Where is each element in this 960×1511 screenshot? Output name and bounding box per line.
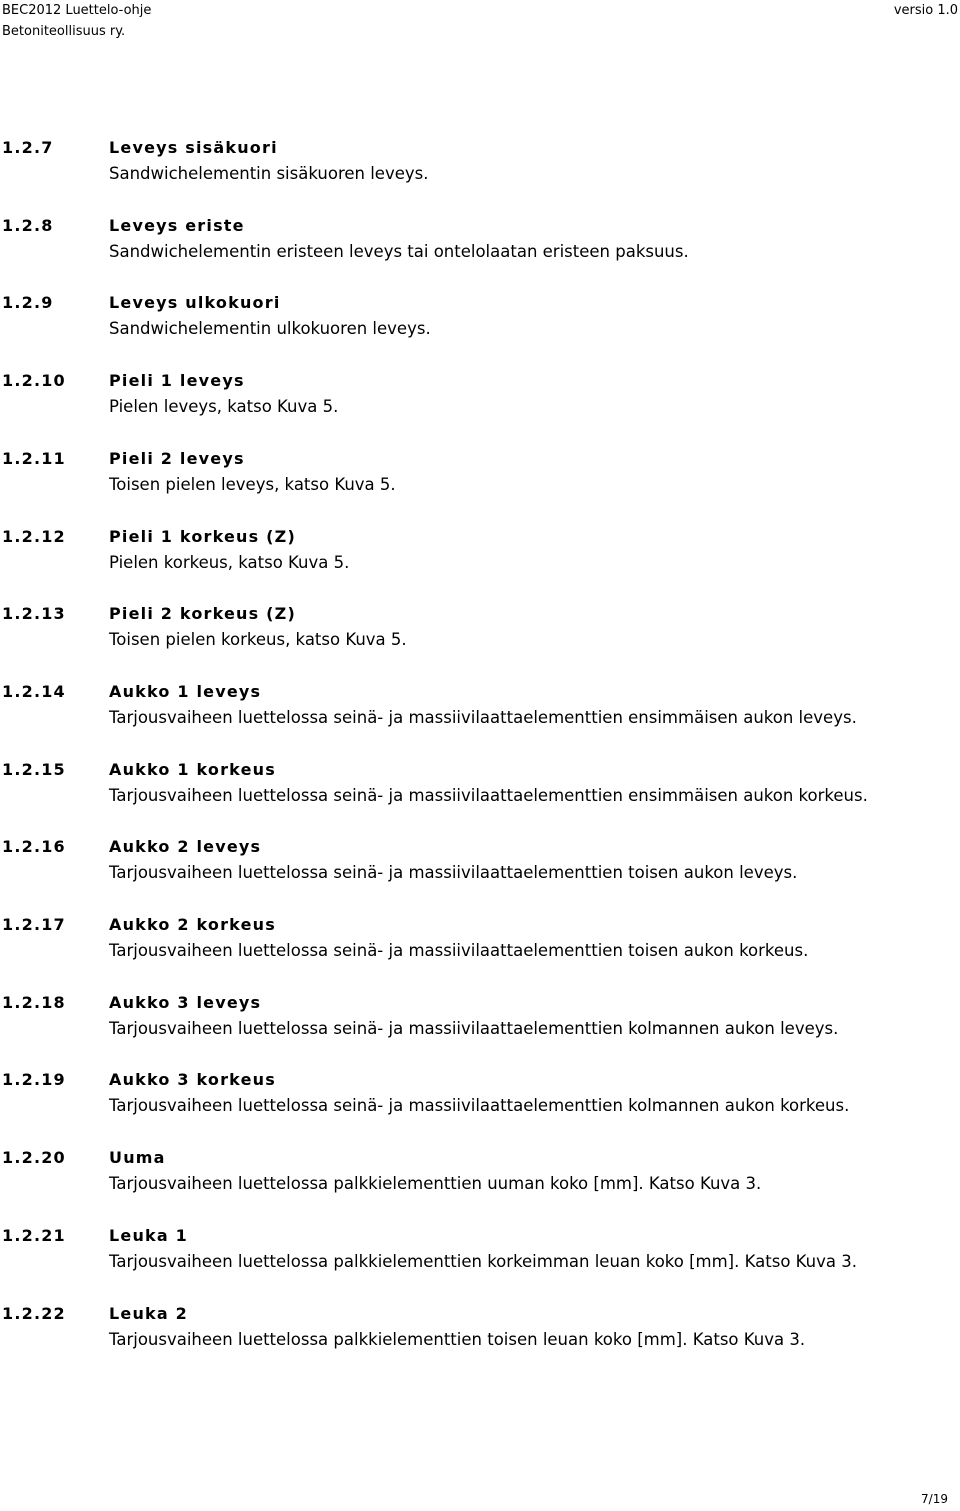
section-number: 1.2.13: [2, 604, 66, 623]
section-number: 1.2.17: [2, 915, 66, 934]
section-number: 1.2.9: [2, 293, 54, 312]
section-number: 1.2.19: [2, 1070, 66, 1089]
section-number: 1.2.22: [2, 1304, 66, 1323]
section-description: Sandwichelementin sisäkuoren leveys.: [109, 164, 429, 183]
section-number: 1.2.18: [2, 993, 66, 1012]
section-description: Tarjousvaiheen luettelossa seinä- ja massiivilaattaelementtien ensimmäisen aukon korkeus.: [109, 786, 868, 805]
section-title: Aukko 2 leveys: [109, 837, 262, 856]
section-description: Tarjousvaiheen luettelossa palkkielementtien korkeimman leuan koko [mm]. Katso Kuva 3.: [109, 1252, 857, 1271]
section-number: 1.2.21: [2, 1226, 66, 1245]
section-title: Pieli 2 leveys: [109, 449, 245, 468]
section-title: Pieli 1 leveys: [109, 371, 245, 390]
section-title: Leveys eriste: [109, 216, 245, 235]
document-title: BEC2012 Luettelo-ohje: [2, 3, 152, 18]
section-title: Leuka 2: [109, 1304, 188, 1323]
page-number: 7/19: [921, 1492, 948, 1506]
section-description: Tarjousvaiheen luettelossa seinä- ja massiivilaattaelementtien toisen aukon leveys.: [109, 863, 798, 882]
section-title: Aukko 2 korkeus: [109, 915, 276, 934]
section-number: 1.2.12: [2, 527, 66, 546]
section-number: 1.2.8: [2, 216, 54, 235]
organization-name: Betoniteollisuus ry.: [2, 24, 126, 39]
section-number: 1.2.7: [2, 138, 54, 157]
section-title: Leveys sisäkuori: [109, 138, 278, 157]
section-title: Aukko 1 leveys: [109, 682, 262, 701]
section-number: 1.2.11: [2, 449, 66, 468]
page-header: [0, 0, 960, 40]
section-description: Pielen leveys, katso Kuva 5.: [109, 397, 339, 416]
section-number: 1.2.14: [2, 682, 66, 701]
section-description: Tarjousvaiheen luettelossa seinä- ja massiivilaattaelementtien toisen aukon korkeus.: [109, 941, 809, 960]
section-number: 1.2.16: [2, 837, 66, 856]
section-description: Pielen korkeus, katso Kuva 5.: [109, 553, 350, 572]
version-label: versio 1.0: [893, 3, 958, 18]
section-title: Leveys ulkokuori: [109, 293, 281, 312]
section-number: 1.2.10: [2, 371, 66, 390]
section-title: Pieli 2 korkeus (Z): [109, 604, 296, 623]
section-title: Uuma: [109, 1148, 166, 1167]
section-number: 1.2.15: [2, 760, 66, 779]
section-title: Aukko 3 leveys: [109, 993, 262, 1012]
section-description: Tarjousvaiheen luettelossa palkkielementtien toisen leuan koko [mm]. Katso Kuva 3.: [109, 1330, 806, 1349]
section-description: Toisen pielen leveys, katso Kuva 5.: [109, 475, 396, 494]
section-description: Tarjousvaiheen luettelossa seinä- ja massiivilaattaelementtien kolmannen aukon korkeus.: [109, 1096, 850, 1115]
section-number: 1.2.20: [2, 1148, 66, 1167]
section-title: Aukko 3 korkeus: [109, 1070, 276, 1089]
section-title: Aukko 1 korkeus: [109, 760, 276, 779]
section-description: Tarjousvaiheen luettelossa seinä- ja massiivilaattaelementtien kolmannen aukon leveys.: [109, 1019, 839, 1038]
section-description: Tarjousvaiheen luettelossa palkkielementtien uuman koko [mm]. Katso Kuva 3.: [109, 1174, 762, 1193]
section-description: Sandwichelementin eristeen leveys tai ontelolaatan eristeen paksuus.: [109, 242, 689, 261]
section-title: Leuka 1: [109, 1226, 188, 1245]
header-left: [2, 0, 151, 42]
section-description: Sandwichelementin ulkokuoren leveys.: [109, 319, 431, 338]
section-title: Pieli 1 korkeus (Z): [109, 527, 296, 546]
section-description: Toisen pielen korkeus, katso Kuva 5.: [109, 630, 407, 649]
section-description: Tarjousvaiheen luettelossa seinä- ja massiivilaattaelementtien ensimmäisen aukon leveys.: [109, 708, 857, 727]
